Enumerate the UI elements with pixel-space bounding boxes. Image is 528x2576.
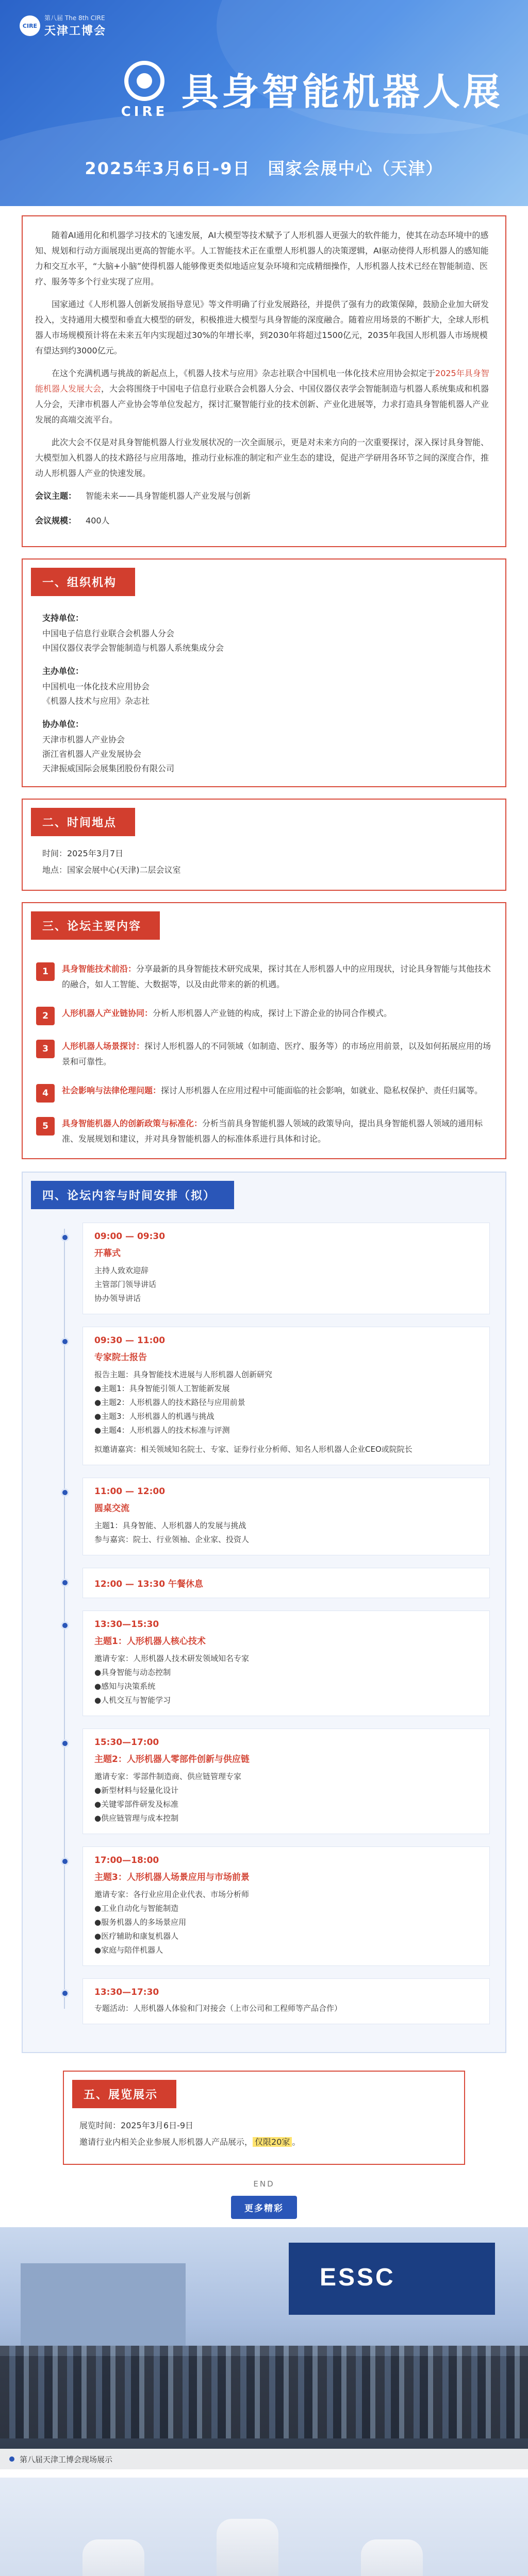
- section-heading: 五、展览展示: [72, 2080, 176, 2108]
- timeline-dot-icon: [61, 1857, 69, 1866]
- intro-paragraph: 在这个充满机遇与挑战的新起点上，《机器人技术与应用》杂志社联合中国机电一体化技术应用协会拟定于2025年具身智能机器人发展大会，大会将围绕于中国电子信息行业联合会机器人分会、中国仪器仪表学会智能制造与机器人系统集成和机器人分会，天津市机器人产业协会等单位发起方，探讨汇聚智能行业的技术创新、产业化进展等，力求打造具身智能机器人产业发展的高端交流平台。: [35, 368, 489, 425]
- intro-paragraph: 国家通过《人形机器人创新发展指导意见》等文件明确了行业发展路径，并提供了强有力的政策保障，鼓励企业加大研发投入，支持通用大模型和垂直大模型的研发，积极推进大模型与具身智能的深度融合。随着应用场景的不断扩大，全球人形机器人市场规模预计将在未来五年内实现超过30%的年增长率，到2030年将超过1500亿元，2035年我国人形机器人市场规模有望达到约3000亿元。: [35, 299, 489, 355]
- topic-number-icon: 3: [36, 1040, 55, 1058]
- slot-time: 15:30—17:00: [94, 1737, 159, 1748]
- crowd-decoration: [0, 2346, 528, 2438]
- cire-ring-icon: [124, 61, 164, 101]
- timeline-dot-icon: [61, 1989, 69, 1997]
- agenda-timeline: [43, 1223, 490, 2024]
- conference-name: 2025年具身智能机器人发展大会: [35, 368, 489, 394]
- org-block-support: 支持单位： 中国电子信息行业联合会机器人分会 中国仪器仪表学会智能制造与机器人系统集成分会: [42, 613, 224, 653]
- timeline-line: [64, 1229, 65, 2009]
- more-highlights-button[interactable]: 更多精彩: [231, 2196, 297, 2219]
- section-heading: 四、论坛内容与时间安排（拟）: [31, 1181, 234, 1209]
- topic-number-icon: 4: [36, 1084, 55, 1103]
- slot-title: 圆桌交流: [94, 1503, 129, 1514]
- intro-paragraph: 随着AI通用化和机器学习技术的飞速发展，AI大模型等技术赋予了人形机器人更强大的软件能力，使其在动态环境中的感知、规划和行动方面展现出更高的智能水平。人工智能技术正在重塑人形机器人的决策逻辑，AI驱动使得人形机器人的感知能力和交互水平，“大脑+小脑”使得机器人能够像更类似地适应复杂环境和完成精细操作，人形机器人技术已经在智能制造、医疗、服务等多个行业实现了应用。: [35, 230, 489, 286]
- booth-logo-text: ESSC: [320, 2264, 395, 2291]
- topic-item: 5 具身智能机器人的创新政策与标准化：分析当前具身智能机器人领域的政策导向，提出具身智能机器人领域的通用标准、发展规划和建议，并对具身智能机器人的标准体系进行具体和讨论。: [36, 1116, 492, 1147]
- section-heading: 二、时间地点: [31, 808, 135, 836]
- exhibition-photo: [0, 2478, 528, 2576]
- event-place: 地点：国家会展中心(天津)二层会议室: [42, 865, 181, 875]
- slot-time: 17:00—18:00: [94, 1855, 159, 1866]
- exhibition-note: 邀请行业内相关企业参展人形机器人产品展示， 仅限20家 。: [79, 2137, 301, 2147]
- slot-time: 09:00 — 09:30: [94, 1231, 166, 1242]
- brand-name: 天津工博会: [44, 25, 107, 38]
- robot-arm-decoration: [217, 2519, 278, 2576]
- event-time: 时间：2025年3月7日: [42, 849, 124, 858]
- caption-dot-icon: [9, 2456, 14, 2462]
- timeline-dot-icon: [61, 1337, 69, 1346]
- time-place-section: [22, 799, 506, 891]
- organization-section: [22, 558, 506, 787]
- slot-title: 开幕式: [94, 1248, 121, 1259]
- exhibition-photo: [0, 2227, 528, 2469]
- agenda-slot: 17:00—18:00 主题3：人形机器人场景应用与市场前景 邀请专家：各行业应用企业代表、市场分析师 ●工业自动化与智能制造 ●服务机器人的多场景应用 ●医疗辅助和康复机器人 ●家庭与陪伴机器人: [82, 1846, 490, 1966]
- agenda-slot: 09:30 — 11:00 专家院士报告 报告主题：具身智能技术进展与人形机器人创新研究 ●主题1：具身智能引领人工智能新发展 ●主题2：人形机器人的技术路径与应用前景 ●主题3：人形机器人的机遇与挑战 ●主题4：人形机器人的技术标准与评测 拟邀请嘉宾：相关领域知名院士、专家、证券行业分析师、知名人形机器人企业CEO或院院长: [82, 1327, 490, 1465]
- event-date-venue: 2025年3月6日-9日 国家会展中心（天津）: [85, 159, 443, 178]
- exhibitor-limit-highlight: 仅限20家: [253, 2137, 292, 2147]
- topic-item: 3 人形机器人场景探讨：探讨人形机器人的不同领域（如制造、医疗、服务等）的市场应用前景，以及如何拓展应用的场景和可靠性。: [36, 1039, 492, 1070]
- slot-time: 13:30—15:30: [94, 1619, 159, 1630]
- exhibition-section: [63, 2071, 465, 2165]
- slot-time: 12:00 — 13:30 午餐休息: [94, 1579, 203, 1589]
- page-title: 具身智能机器人展: [182, 70, 504, 113]
- topic-number-icon: 5: [36, 1117, 55, 1136]
- topic-item: 4 社会影响与法律伦理问题：探讨人形机器人在应用过程中可能面临的社会影响，如就业、隐私权保护、责任归属等。: [36, 1083, 492, 1103]
- slot-title: 主题1：人形机器人核心技术: [94, 1636, 206, 1647]
- slot-title: 专家院士报告: [94, 1352, 147, 1363]
- main-content: [0, 206, 528, 2219]
- robot-arm-decoration: [82, 2539, 144, 2576]
- timeline-dot-icon: [61, 1233, 69, 1242]
- slot-title: 主题2：人形机器人零部件创新与供应链: [94, 1754, 250, 1765]
- end-mark: END: [253, 2179, 275, 2189]
- slot-time: 13:30—17:30: [94, 1987, 159, 1997]
- brand-edition: 第八届 The 8th CIRE: [44, 14, 105, 22]
- intro-paragraph: 此次大会不仅是对具身智能机器人行业发展状况的一次全面展示，更是对未来方向的一次重要探讨，深入探讨具身智能、大模型加入机器人的技术路径与应用落地，推动行业标准的制定和产业生态的建设，促进产学研用各环节之间的深度合作，推动人形机器人产业的快速发展。: [35, 437, 489, 478]
- robot-arm-decoration: [361, 2539, 423, 2576]
- conference-theme: 会议主题： 智能未来——具身智能机器人产业发展与创新: [35, 491, 251, 501]
- timeline-dot-icon: [61, 1621, 69, 1630]
- slot-title: 主题3：人形机器人场景应用与市场前景: [94, 1872, 250, 1883]
- agenda-slot: 09:00 — 09:30 开幕式 主持人致欢迎辞 主管部门领导讲话 协办领导讲话: [82, 1223, 490, 1314]
- agenda-slot: 11:00 — 12:00 圆桌交流 主题1：具身智能、人形机器人的发展与挑战 参与嘉宾：院士、行业领袖、企业家、投资人: [82, 1478, 490, 1555]
- photo-caption: 第八届天津工博会现场展示: [0, 2449, 528, 2469]
- timeline-dot-icon: [61, 1488, 69, 1497]
- intro-card: [22, 215, 506, 547]
- agenda-slot: 13:30—17:30 专题活动：人形机器人体验和门对接会（上市公司和工程师等产品合作）: [82, 1978, 490, 2024]
- hero-banner: [0, 0, 528, 206]
- topic-number-icon: 1: [36, 962, 55, 981]
- section-heading: 一、组织机构: [31, 568, 135, 596]
- cire-wordmark: CIRE: [121, 104, 168, 120]
- org-block-co-host: 协办单位： 天津市机器人产业协会 浙江省机器人产业发展协会 天津振威国际会展集团股份有限公司: [42, 719, 175, 773]
- section-heading: 三、论坛主要内容: [31, 911, 160, 940]
- agenda-section: [22, 1172, 506, 2053]
- org-block-host: 主办单位： 中国机电一体化技术应用协会 《机器人技术与应用》杂志社: [42, 666, 150, 706]
- agenda-slot: 13:30—15:30 主题1：人形机器人核心技术 邀请专家：人形机器人技术研发领域知名专家 ●具身智能与动态控制 ●感知与决策系统 ●人机交互与智能学习: [82, 1611, 490, 1716]
- slot-time: 11:00 — 12:00: [94, 1486, 166, 1497]
- agenda-slot: [82, 1568, 490, 1598]
- topic-item: 2 人形机器人产业链协同：分析人形机器人产业链的构成，探讨上下游企业的协同合作模式。: [36, 1006, 492, 1025]
- conference-scale: 会议规模： 400人: [35, 516, 110, 526]
- cire-logo-icon: CIRE: [20, 15, 40, 36]
- agenda-slot: 15:30—17:00 主题2：人形机器人零部件创新与供应链 邀请专家：零部件制造商、供应链管理专家 ●新型材料与轻量化设计 ●关键零部件研发及标准 ●供应链管理与成本控制: [82, 1728, 490, 1834]
- topic-item: 1 具身智能技术前沿：分享最新的具身智能技术研究成果，探讨其在人形机器人中的应用现状，讨论具身智能与其他技术的融合，如人工智能、大数据等，以及由此带来的新的机遇。: [36, 961, 492, 992]
- topic-number-icon: 2: [36, 1007, 55, 1025]
- exhibition-time: 展览时间：2025年3月6日-9日: [79, 2121, 194, 2130]
- cire-emblem: [113, 61, 175, 120]
- timeline-dot-icon: [61, 1579, 69, 1587]
- forum-topics-section: [22, 902, 506, 1159]
- slot-time: 09:30 — 11:00: [94, 1335, 166, 1346]
- brand-logo: [20, 13, 106, 38]
- timeline-dot-icon: [61, 1739, 69, 1748]
